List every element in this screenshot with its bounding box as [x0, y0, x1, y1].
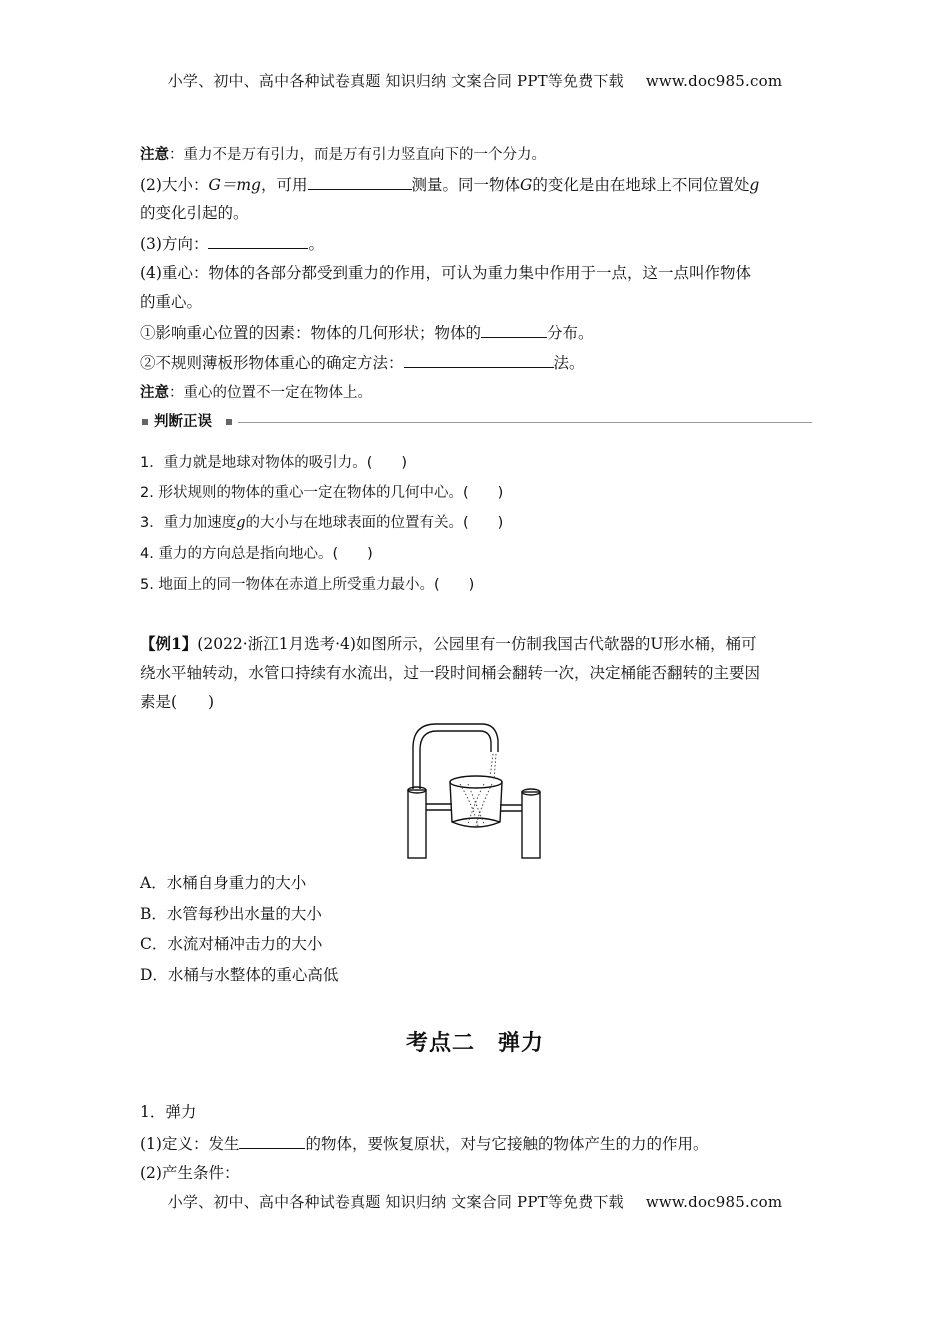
judge-item-3-a: 3．重力加速度 [140, 515, 237, 531]
blank-mass-distribution[interactable] [481, 322, 547, 338]
method-line [140, 352, 820, 373]
option-d[interactable]: D．水桶与水整体的重心高低 [140, 966, 339, 984]
section-divider [238, 422, 812, 423]
u-shaped-bucket-figure [404, 718, 548, 860]
note-label-2: 注意 [140, 385, 169, 401]
size-text-b: ，可用 [260, 176, 308, 194]
center-line-1 [140, 263, 820, 283]
option-a[interactable]: A．水桶自身重力的大小 [140, 874, 307, 892]
page-header [0, 70, 950, 91]
water-pipe-inner [420, 731, 491, 789]
size-text-d: 的变化是由在地球上不同位置处 [532, 176, 750, 194]
blank-measure-tool[interactable] [308, 174, 412, 190]
footer-text: 小学、初中、高中各种试卷真题 知识归纳 文案合同 PPT等免费下载 [167, 1193, 624, 1211]
elastic-item-1: 1．弹力 [140, 1103, 197, 1121]
size-line [140, 174, 820, 195]
note-line-1 [140, 144, 820, 165]
symbol-g: g [749, 176, 760, 194]
definition-text-a: (1)定义：发生 [140, 1135, 240, 1153]
square-bullet-icon [226, 419, 232, 425]
blank-method[interactable] [404, 352, 554, 368]
direction-end: 。 [308, 235, 324, 253]
factor-text-b: 分布。 [547, 324, 594, 342]
center-text-b: 的重心。 [140, 293, 203, 311]
direction-line [140, 233, 820, 254]
method-text-a: ②不规则薄板形物体重心的确定方法： [140, 354, 404, 372]
water-stream-2 [494, 754, 496, 780]
page-footer [0, 1191, 950, 1212]
example-line-1 [140, 634, 820, 654]
option-b[interactable]: B．水管每秒出水量的大小 [140, 905, 322, 923]
left-post [408, 790, 426, 858]
example-line-3: 素是( ) [140, 693, 215, 711]
note-text-2: ：重心的位置不一定在物体上。 [169, 385, 372, 401]
size-label: (2)大小： [140, 176, 209, 194]
footer-url[interactable]: www.doc985.com [645, 1193, 783, 1211]
condition-line: (2)产生条件： [140, 1164, 240, 1182]
example-text-1: (2022·浙江1月选考·4)如图所示，公园里有一仿制我国古代欹器的U形水桶，桶可 [197, 635, 757, 653]
bucket-rim [450, 776, 502, 788]
note-text: ：重力不是万有引力，而是万有引力竖直向下的一个分力。 [169, 147, 546, 163]
header-text: 小学、初中、高中各种试卷真题 知识归纳 文案合同 PPT等免费下载 [167, 72, 624, 90]
size-text-e: 的变化引起的。 [140, 204, 249, 222]
definition-text-b: 的物体，要恢复原状，对与它接触的物体产生的力的作用。 [305, 1135, 709, 1153]
factor-text-a: ①影响重心位置的因素：物体的几何形状；物体的 [140, 324, 482, 342]
judge-item-1: 1．重力就是地球对物体的吸引力。( ) [140, 455, 408, 471]
water-stream [490, 754, 493, 778]
center-text-a: (4)重心：物体的各部分都受到重力的作用，可认为重力集中作用于一点，这一点叫作物体 [140, 264, 751, 282]
size-text-c: 测量。同一物体 [411, 176, 521, 194]
judge-item-5: 5. 地面上的同一物体在赤道上所受重力最小。( ) [140, 577, 475, 593]
section-heading: 考点二 弹力 [405, 1030, 544, 1056]
judge-section-bar [140, 412, 812, 432]
symbol-g: g [236, 515, 246, 531]
factor-line [140, 322, 820, 343]
size-line-2 [140, 203, 820, 223]
definition-line [140, 1133, 820, 1154]
blank-deformation[interactable] [239, 1133, 305, 1149]
judge-title: 判断正误 [154, 414, 212, 430]
header-url[interactable]: www.doc985.com [645, 72, 783, 90]
note-line-2 [140, 382, 820, 403]
square-bullet-icon [142, 419, 148, 425]
note-label: 注意 [140, 147, 169, 163]
example-line-2: 绕水平轴转动，水管口持续有水流出，过一段时间桶会翻转一次，决定桶能否翻转的主要因 [140, 664, 761, 682]
method-text-b: 法。 [553, 354, 585, 372]
gravity-formula: G＝mg [208, 176, 261, 194]
option-c[interactable]: C．水流对桶冲击力的大小 [140, 935, 323, 953]
blank-direction[interactable] [208, 233, 308, 249]
judge-item-2: 2. 形状规则的物体的重心一定在物体的几何中心。( ) [140, 485, 504, 501]
judge-item-4: 4. 重力的方向总是指向地心。( ) [140, 546, 373, 562]
direction-label: (3)方向： [140, 235, 209, 253]
symbol-G: G [520, 176, 533, 194]
judge-item-3-b: 的大小与在地球表面的位置有关。( ) [245, 515, 504, 531]
right-post [522, 792, 540, 858]
judge-item-3 [140, 513, 820, 533]
center-line-2 [140, 292, 820, 312]
example-tag: 【例1】 [140, 634, 198, 653]
